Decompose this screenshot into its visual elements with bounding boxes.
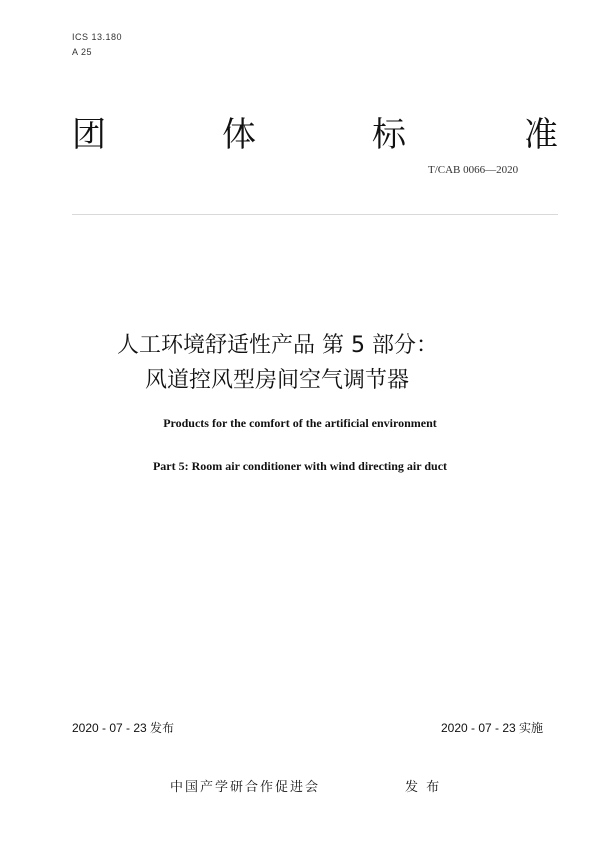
ics-code: ICS 13.180 <box>72 32 123 42</box>
issue-date: 2020 - 07 - 23 发布 <box>72 721 175 735</box>
doc-type-char-4: 准 <box>524 115 558 155</box>
implement-date: 2020 - 07 - 23 实施 <box>441 721 544 735</box>
doc-type-char-1: 团 <box>72 115 106 155</box>
standard-number: T/CAB 0066—2020 <box>428 164 519 176</box>
title-en-line-1: Products for the comfort of the artificial environment <box>163 416 437 430</box>
doc-type-char-3: 标 <box>372 115 406 155</box>
title-en-line-2: Part 5: Room air conditioner with wind directing air duct <box>152 459 448 473</box>
header-divider <box>72 214 558 215</box>
title-zh-line-1: 人工环境舒适性产品 第 5 部分： <box>117 333 438 358</box>
publisher-name: 中国产学研合作促进会 <box>170 780 321 795</box>
publisher-action: 发 布 <box>405 780 442 795</box>
ccs-code: A 25 <box>72 47 93 57</box>
title-zh-line-2: 风道控风型房间空气调节器 <box>145 368 410 393</box>
doc-type-char-2: 体 <box>222 115 256 155</box>
